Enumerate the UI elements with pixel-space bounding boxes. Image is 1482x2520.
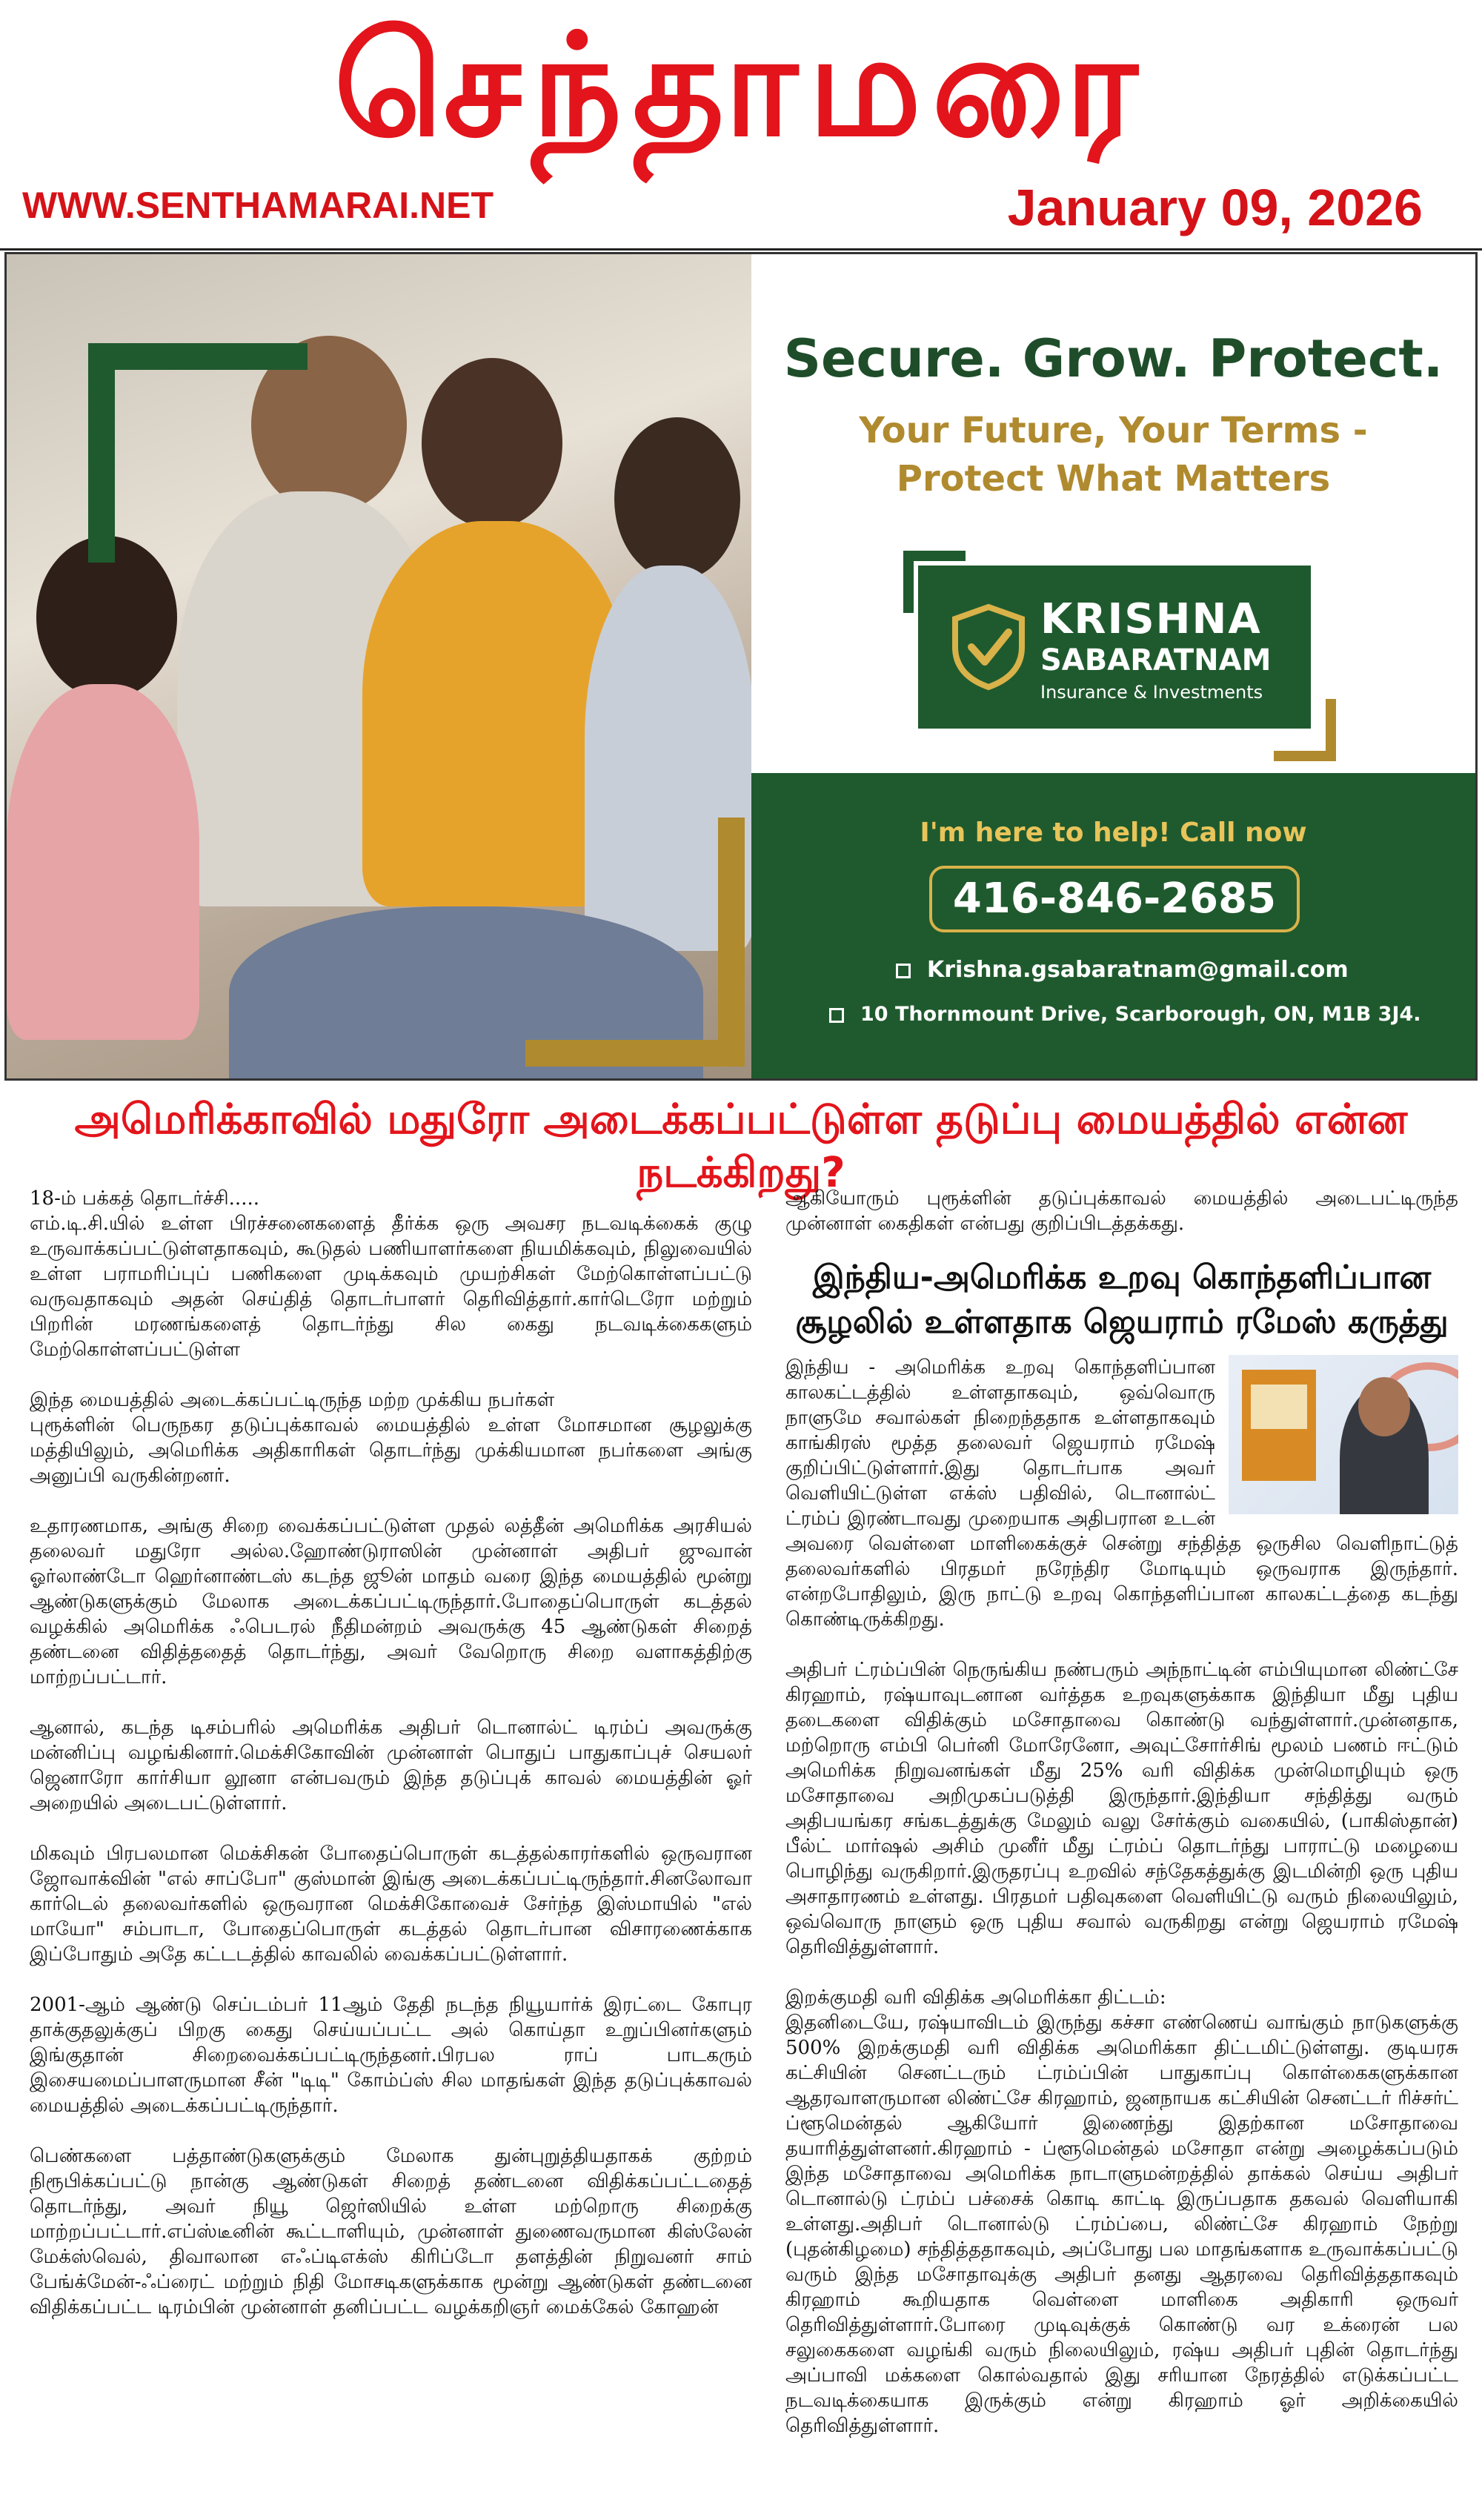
article-paragraph: 18-ம் பக்கத் தொடர்ச்சி..... எம்.டி.சி.யில் உள்ள பிரச்சனைகளைத் தீர்க்க ஒரு அவசர நடவடிக்கைக் குழு உருவாக்கப்பட்டுள்ளதாகவும், கூடுதல் பணியாளர்களை நியமிக்கவும், நிலுவையில் உள்ள பராமரிப்புப் பணிகளை முடிக்கவும் முயற்சிகள் மேற்கொள்ளப்பட்டு வருவதாகவும் அதன் செய்தித் தொடர்பாளர் தெரிவித்தார்.கார்டெரோ மற்றும் பிறரின் மரணங்களைத் தொடர்ந்து சில கைது நடவடிக்கைகளும் மேற்கொள்ளப்பட்டுள்ள	[30, 1187, 752, 1361]
phone-number[interactable]: 416-846-2685	[929, 866, 1300, 932]
story-photo	[1229, 1355, 1458, 1514]
website-url[interactable]: WWW.SENTHAMARAI.NET	[22, 185, 494, 226]
location-icon	[829, 1008, 844, 1023]
article-paragraph: இறக்குமதி வரி விதிக்க அமெரிக்கா திட்டம்: இதனிடையே, ரஷ்யாவிடம் இருந்து கச்சா எண்ணெய் வாங்கும் நாடுகளுக்கு 500% இறக்குமதி வரி விதிக்க அமெரிக்கா திட்டமிட்டுள்ளது. குடியரசு கட்சியின் செனட்டரும் ட்ரம்ப்பின் பாதுகாப்பு கொள்கைகளுக்கான ஆதரவாளருமான லிண்ட்சே கிரஹாம், ஜனநாயக கட்சியின் செனட்டர் ரிச்சர்ட் ப்ளூமென்தல் ஆகியோர் இணைந்து இதற்கான மசோதாவை தயாரித்துள்ளனர்.கிரஹாம் - ப்ளூமென்தல் மசோதா என்று அழைக்கப்படும் இந்த மசோதாவை அமெரிக்க நாடாளுமன்றத்தில் தாக்கல் செய்ய அதிபர் டொனால்டு ட்ரம்ப் பச்சைக் கொடி காட்டி இருப்பதாக தகவல் வெளியாகி உள்ளது.அதிபர் டொனால்டு ட்ரம்ப்பை, லிண்ட்சே கிரஹாம் நேற்று (புதன்கிழமை) சந்தித்ததாகவும், அப்போது பல மாதங்களாக உருவாக்கப்பட்டு வரும் இந்த மசோதாவுக்கு அதிபர் தனது ஆதரவை தெரிவித்ததாகவும் கிரஹாம் கூறியதாக வெள்ளை மாளிகை அதிகாரி ஒருவர் தெரிவித்துள்ளார்.போரை முடிவுக்குக் கொண்டு வர உக்ரைன் பல சலுகைகளை வழங்கி வரும் நிலையிலும், ரஷ்ய அதிபர் புதின் தொடர்ந்து அப்பாவி மக்களை கொல்வதால் இது சரியான நேரத்தில் எடுக்கப்பட்ட நடவடிக்கையாக இருக்கும் என்று கிரஹாம் ஓர் அறிக்கையில் தெரிவித்துள்ளார்.	[785, 1986, 1458, 2437]
second-story-headline: இந்திய-அமெரிக்க உறவு கொந்தளிப்பான சூழலில் உள்ளதாக ஜெயராம் ரமேஸ் கருத்து	[795, 1259, 1449, 1341]
insurance-advertisement	[4, 252, 1478, 1081]
article-paragraph: ஆனால், கடந்த டிசம்பரில் அமெரிக்க அதிபர் டொனால்ட் டிரம்ப் அவருக்கு மன்னிப்பு வழங்கினார்.மெக்சிகோவின் முன்னாள் பொதுப் பாதுகாப்புச் செயலர் ஜெனாரோ கார்சியா லூனா என்பவரும் இந்த தடுப்புக் காவல் மையத்தின் ஓர் அறையில் அடைபட்டுள்ளார்.	[30, 1717, 752, 1814]
email-icon	[896, 964, 911, 978]
address-row	[829, 1003, 1421, 1026]
ad-info-panel	[751, 254, 1475, 1078]
article-headline: அமெரிக்காவில் மதுரோ அடைக்கப்பட்டுள்ள தடுப்பு மையத்தில் என்ன நடக்கிறது?	[74, 1095, 1408, 1197]
street-address: 10 Thornmount Drive, Scarborough, ON, M1B 3J4.	[860, 1003, 1421, 1026]
masthead	[0, 0, 1482, 251]
shield-check-icon	[948, 603, 1029, 692]
email-row[interactable]	[896, 957, 1349, 983]
ad-subheadline: Your Future, Your Terms -	[859, 410, 1368, 451]
ad-subheadline: Protect What Matters	[896, 458, 1331, 500]
call-to-action: I'm here to help! Call now	[920, 818, 1307, 848]
article-paragraph: 2001-ஆம் ஆண்டு செப்டம்பர் 11ஆம் தேதி நடந்த நியூயார்க் இரட்டை கோபுர தாக்குதலுக்குப் பிறகு கைது செய்யப்பட்ட அல் கொய்தா உறுப்பினர்களும் இங்குதான் சிறைவைக்கப்பட்டிருந்தனர்.பிரபல ராப் பாடகரும் இசையமைப்பாளருமான சீன் "டிடி" கோம்ப்ஸ் சில மாதங்கள் இந்த தடுப்புக்காவல் மையத்தில் அடைக்கப்பட்டிருந்தார்.	[30, 1994, 752, 2117]
logo-name: SABARATNAM	[1040, 643, 1272, 677]
article-paragraph: உதாரணமாக, அங்கு சிறை வைக்கப்பட்டுள்ள முதல் லத்தீன் அமெரிக்க அரசியல் தலைவர் மதுரோ அல்ல.ஹோண்டுராஸின் முன்னாள் அதிபர் ஜுவான் ஓர்லாண்டோ ஹெர்னாண்டஸ் கடந்த ஜூன் மாதம் வரை இந்த மையத்தில் மூன்று ஆண்டுகளுக்கும் மேலாக அடைக்கப்பட்டிருந்தார்.போதைப்பொருள் கடத்தல் வழக்கில் அமெரிக்க ஃபெடரல் நீதிமன்றம் அவருக்கு 45 ஆண்டுகள் சிறைத் தண்டனை விதித்ததைத் தொடர்ந்து, அவர் வேறொரு சிறை வளாகத்திற்கு மாற்றப்பட்டார்.	[30, 1515, 752, 1688]
family-photo	[7, 254, 751, 1078]
decorative-corner	[525, 818, 745, 1067]
company-logo	[918, 566, 1311, 729]
contact-panel	[751, 773, 1475, 1078]
article-paragraph: மிகவும் பிரபலமான மெக்சிகன் போதைப்பொருள் கடத்தல்காரர்களில் ஒருவரான ஜோவாக்வின் "எல் சாப்போ" குஸ்மான் இங்கு அடைக்கப்பட்டிருந்தார்.சினலோவா கார்டெல் தலைவர்களில் ஒருவரான மெக்சிகோவைச் சேர்ந்த இஸ்மாயில் "எல் மாயோ" சம்பாடா, போதைப்பொருள் கடத்தல் தொடர்பான விசாரணைக்காக இப்போதும் அதே கட்டடத்தில் காவலில் வைக்கப்பட்டுள்ளார்.	[30, 1843, 752, 1966]
newspaper-title: செந்தாமரை	[333, 4, 1149, 168]
right-column	[785, 1186, 1458, 2438]
ad-headline: Secure. Grow. Protect.	[783, 328, 1443, 389]
logo-tagline: Insurance & Investments	[1040, 682, 1263, 703]
article-paragraph: அதிபர் ட்ரம்ப்பின் நெருங்கிய நண்பரும் அந்நாட்டின் எம்பியுமான லிண்ட்சே கிரஹாம், ரஷ்யாவுடனான வர்த்தக உறவுகளுக்காக இந்தியா மீது புதிய தடைகளை விதிக்கும் மசோதாவை கொண்டு வந்துள்ளார்.முன்னதாக, மற்றொரு எம்பி பெர்னி மோரேனோ, அவுட்சோர்சிங் மூலம் பணம் ஈட்டும் அமெரிக்க நிறுவனங்கள் மீது 25% வரி விதிக்க முன்மொழியும் ஒரு மசோதாவை அறிமுகப்படுத்தி இருந்தார்.இந்தியா சந்தித்து வரும் அதிபயங்கர சங்கடத்துக்கு மேலும் வலு சேர்க்கும் வகையில், (பாகிஸ்தான்) பீல்ட் மார்ஷல் அசிம் முனீர் மீது ட்ரம்ப் தொடர்ந்து பாராட்டு மழையை பொழிந்து வருகிறார்.இருதரப்பு உறவில் சந்தேகத்துக்கு இடமின்றி ஒரு புதிய அசாதாரணம் உள்ளது. பிரதமர் பதிவுகளை வெளியிட்டு வரும் நிலையிலும், ஒவ்வொரு நாளும் ஒரு புதிய சவால் வருகிறது என்று ஜெயராம் ரமேஷ் தெரிவித்துள்ளார்.	[785, 1659, 1458, 1958]
article-paragraph: பெண்களை பத்தாண்டுகளுக்கும் மேலாக துன்புறுத்தியதாகக் குற்றம் நிரூபிக்கப்பட்டு நான்கு ஆண்டுகள் சிறைத் தண்டனை விதிக்கப்பட்டதைத் தொடர்ந்து, அவர் நியூ ஜெர்ஸியில் உள்ள மற்றொரு சிறைக்கு மாற்றப்பட்டார்.எப்ஸ்டீனின் கூட்டாளியும், முன்னாள் துணைவருமான கிஸ்லேன் மேக்ஸ்வெல், திவாலான எஃப்டிஎக்ஸ் கிரிப்டோ தளத்தின் நிறுவனர் சாம் பேங்க்மேன்-ஃப்ரைட் மற்றும் நிதி மோசடிகளுக்காக மூன்று ஆண்டுகள் தண்டனை விதிக்கப்பட்ட டிரம்பின் முன்னாள் தனிப்பட்ட வழக்கறிஞர் மைக்கேல் கோஹன்	[30, 2145, 752, 2318]
article-paragraph: இந்த மையத்தில் அடைக்கப்பட்டிருந்த மற்ற முக்கிய நபர்கள் புரூக்ளின் பெருநகர தடுப்புக்காவல் மையத்தில் உள்ள மோசமான சூழலுக்கு மத்தியிலும், அமெரிக்க அதிகாரிகள் தொடர்ந்து முக்கியமான நபர்களை அங்கு அனுப்பி வருகின்றனர்.	[30, 1389, 752, 1487]
issue-date: January 09, 2026	[1007, 179, 1423, 236]
email-address[interactable]: Krishna.gsabaratnam@gmail.com	[927, 957, 1349, 983]
article-paragraph: இந்திய - அமெரிக்க உறவு கொந்தளிப்பான காலகட்டத்தில் உள்ளதாகவும், ஒவ்வொரு நாளுமே சவால்கள் நிறைந்ததாக உள்ளதாகவும் காங்கிரஸ் மூத்த தலைவர் ஜெயராம் ரமேஷ் குறிப்பிட்டுள்ளார்.இது தொடர்பாக அவர் வெளியிட்டுள்ள எக்ஸ் பதிவில், டொனால்ட் ட்ரம்ப் இரண்டாவது முறையாக அதிபரான உடன் அவரை வெள்ளை மாளிகைக்குச் சென்று சந்தித்த ஒருசில வெளிநாட்டுத் தலைவர்களில் பிரதமர் நரேந்திர மோடியும் ஒருவராக இருந்தார். என்றபோதிலும், இரு நாட்டு உறவு கொந்தளிப்பான காலகட்டத்தை கடந்து கொண்டிருக்கிறது.	[785, 1356, 1458, 1631]
left-column	[30, 1186, 752, 2320]
logo-name: KRISHNA	[1040, 595, 1262, 643]
article-paragraph: ஆகியோரும் புரூக்ளின் தடுப்புக்காவல் மையத்தில் அடைபட்டிருந்த முன்னாள் கைதிகள் என்பது குறிப்பிடத்தக்கது.	[785, 1187, 1458, 1235]
decorative-corner	[88, 343, 308, 563]
